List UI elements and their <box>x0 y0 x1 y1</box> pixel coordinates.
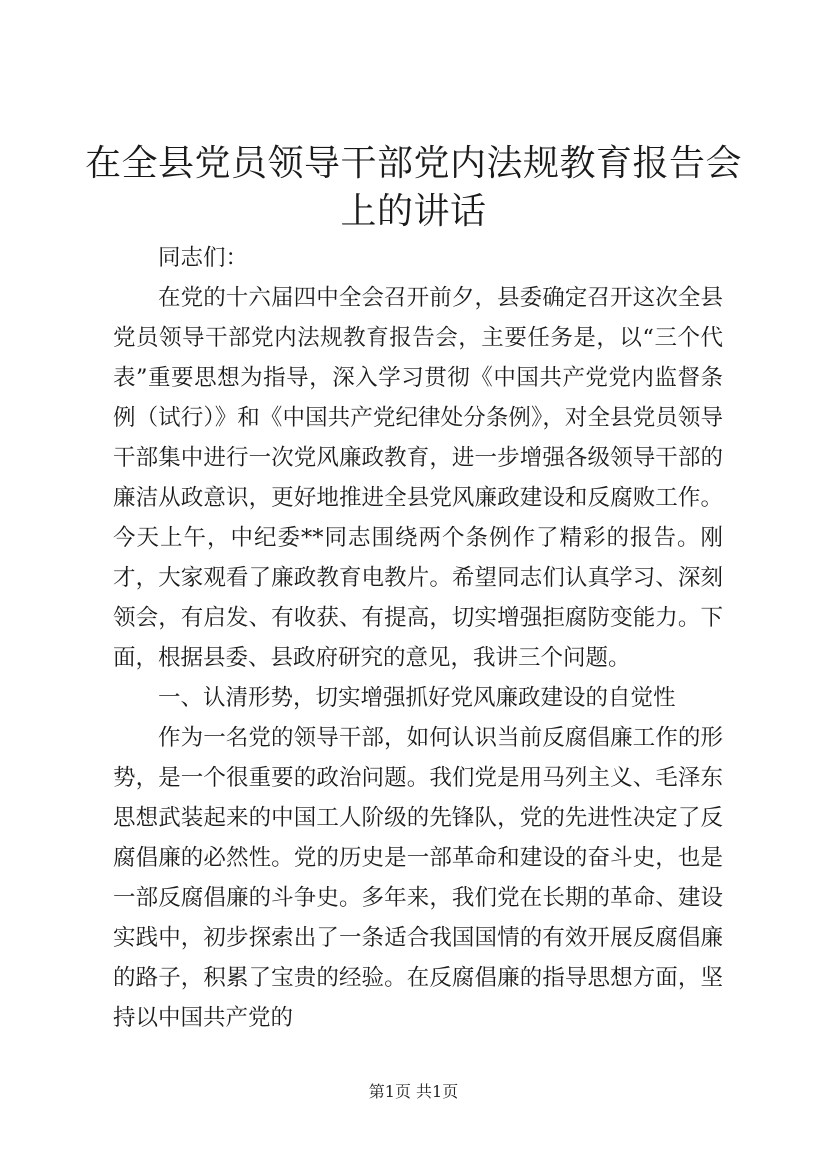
intro-paragraph: 在党的十六届四中全会召开前夕，县委确定召开这次全县党员领导干部党内法规教育报告会，主要任务是，以“三个代表”重要思想为指导，深入学习贯彻《中国共产党党内监督条例（试行）》和《中国共产党纪律处分条例》，对全县党员领导干部集中进行一次党风廉政教育，进一步增强各级领导干部的廉洁从政意识，更好地推进全县党风廉政建设和反腐败工作。今天上午，中纪委**同志围绕两个条例作了精彩的报告。刚才，大家观看了廉政教育电教片。希望同志们认真学习、深刻领会，有启发、有收获、有提高，切实增强拒腐防变能力。下面，根据县委、县政府研究的意见，我讲三个问题。 <box>113 285 723 671</box>
salutation-paragraph: 同志们： <box>158 245 249 271</box>
document-title: 在全县党员领导干部党内法规教育报告会上的讲话 <box>84 143 742 232</box>
section-heading: 一、认清形势，切实增强抓好党风廉政建设的自觉性 <box>158 685 676 711</box>
page-number-footer: 第1页 共1页 <box>368 1082 459 1101</box>
document-body <box>113 238 723 1038</box>
body-paragraph: 作为一名党的领导干部，如何认识当前反腐倡廉工作的形势，是一个很重要的政治问题。我们党是用马列主义、毛泽东思想武装起来的中国工人阶级的先锋队，党的先进性决定了反腐倡廉的必然性。党的历史是一部革命和建设的奋斗史，也是一部反腐倡廉的斗争史。多年来，我们党在长期的革命、建设实践中，初步探索出了一条适合我国国情的有效开展反腐倡廉的路子，积累了宝贵的经验。在反腐倡廉的指导思想方面，坚持以中国共产党的 <box>113 725 723 1031</box>
